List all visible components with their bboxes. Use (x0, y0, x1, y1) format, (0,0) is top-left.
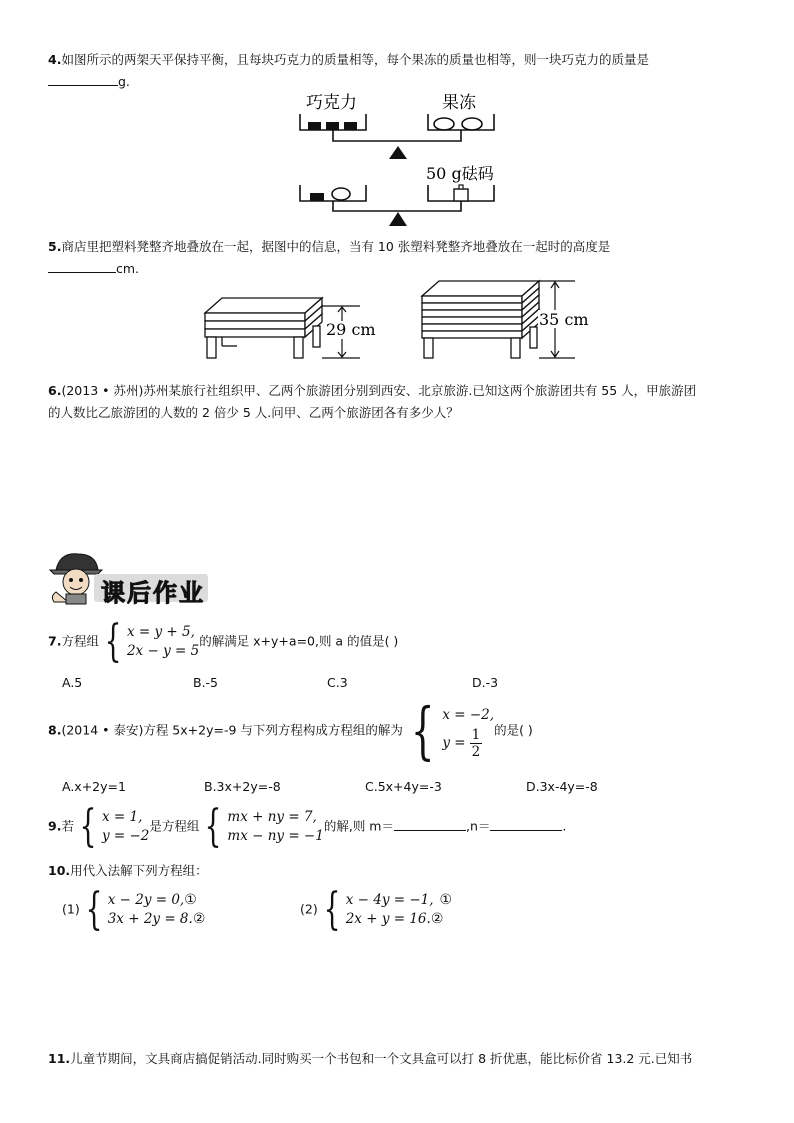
answer-blank (48, 73, 118, 86)
question-number: 8. (48, 722, 62, 738)
circled-one-marker: ① (184, 892, 197, 908)
option-d[interactable]: D.3x-4y=-8 (526, 779, 598, 794)
solution-system: { x = −2, y = $\frac{1}{2}$ (410, 694, 495, 767)
chocolate-block (344, 122, 357, 130)
circled-two-marker: ② (192, 911, 206, 927)
fraction-one-half (470, 727, 482, 760)
balance-scales-figure (296, 90, 506, 230)
question-text: 如图所示的两架天平保持平衡，且每块巧克力的质量相等，每个果冻的质量也相等，则一块巧克力的质量是 (61, 52, 649, 67)
solution-y-lhs: y = (442, 734, 470, 751)
question-mid: 是方程组 (149, 818, 200, 834)
subproblem-2 (300, 884, 453, 935)
equation-2: mx − ny = −1 (227, 828, 324, 844)
question-pre: (2014 • 泰安)方程 5x+2y=-9 与下列方程构成方程组的解为 (61, 722, 403, 738)
chocolate-block (326, 122, 339, 130)
equation-2: 2x − y = 5 (126, 643, 200, 659)
jelly (332, 188, 350, 200)
subproblem-label: (2) (300, 901, 318, 917)
equation-system: { mx + ny = 7, mx − ny = −1 (205, 801, 324, 852)
height-label-1: 29 cm (326, 320, 376, 339)
unit-label: g. (118, 74, 130, 89)
question-post: 的解满足 x+y+a=0,则 a 的值是( ) (199, 633, 399, 649)
question-10 (48, 860, 748, 882)
question-post-3: . (562, 818, 567, 834)
equation-1: x − 4y = −1, (345, 892, 434, 908)
question-pre: 若 (61, 818, 74, 834)
answer-blank (48, 260, 116, 273)
question-post-1: 的解,则 m＝ (323, 818, 394, 834)
equation-1: mx + ny = 7, (227, 809, 317, 825)
question-text: 用代入法解下列方程组： (70, 863, 208, 878)
question-6 (48, 380, 748, 424)
option-a[interactable]: A.x+2y=1 (62, 779, 126, 794)
question-post: 的是( ) (494, 722, 533, 738)
equation-system: { x − 2y = 0,① 3x + 2y = 8.② (85, 884, 206, 935)
question-number: 11. (48, 1051, 71, 1066)
question-4 (48, 49, 748, 93)
answer-blank-m[interactable] (394, 818, 466, 831)
question-11 (48, 1048, 748, 1070)
question-number: 4. (48, 52, 62, 67)
equation-system: { x − 4y = −1, ① 2x + y = 16.② (323, 884, 453, 935)
solution-system: { x = 1, y = −2 (79, 801, 150, 852)
question-text-line1: (2013 • 苏州)苏州某旅行社组织甲、乙两个旅游团分别到西安、北京旅游.已知这两个旅游团共有 55 人，甲旅游团 (61, 383, 697, 398)
question-9 (48, 801, 748, 852)
homework-banner (46, 548, 211, 606)
jelly-label: 果冻 (442, 93, 476, 113)
option-d[interactable]: D.-3 (472, 675, 499, 690)
question-number: 6. (48, 383, 62, 398)
question-pre: 方程组 (61, 633, 99, 649)
question-7 (48, 616, 748, 667)
question-number: 7. (48, 633, 62, 649)
circled-two-marker: ② (430, 911, 444, 927)
stacked-stools-figure (200, 278, 600, 368)
question-text-line2: 的人数比乙旅游团的人数的 2 倍少 5 人.问甲、乙两个旅游团各有多少人？ (48, 405, 459, 420)
option-b[interactable]: B.-5 (193, 675, 219, 690)
option-a[interactable]: A.5 (62, 675, 83, 690)
question-number: 5. (48, 239, 62, 254)
chocolate-block (310, 193, 324, 201)
equation-system: { x = y + 5, 2x − y = 5 (104, 616, 200, 667)
option-b[interactable]: B.3x+2y=-8 (204, 779, 281, 794)
subproblem-1 (62, 884, 206, 935)
fraction-numerator: 1 (471, 726, 481, 743)
equation-2: 3x + 2y = 8. (107, 911, 193, 927)
fraction-denominator: 2 (471, 743, 481, 760)
question-8 (48, 694, 748, 767)
solution-x: x = −2, (442, 706, 495, 723)
equation-2: 2x + y = 16. (345, 911, 431, 927)
subproblem-label: (1) (62, 901, 80, 917)
question-number: 10. (48, 863, 71, 878)
jelly (462, 118, 482, 130)
question-text: 商店里把塑料凳整齐地叠放在一起，据图中的信息，当有 10 张塑料凳整齐地叠放在一起时的高度是 (61, 239, 611, 254)
question-number: 9. (48, 818, 62, 834)
solution-x: x = 1, (101, 809, 143, 825)
question-text: 儿童节期间，文具商店搞促销活动.同时购买一个书包和一个文具盒可以打 8 折优惠，能比标价省 13.2 元.已知书 (70, 1051, 693, 1066)
chocolate-label: 巧克力 (306, 93, 357, 113)
question-5 (48, 236, 748, 280)
unit-label: cm. (116, 261, 140, 276)
solution-y: y = −2 (101, 828, 150, 844)
jelly (434, 118, 454, 130)
option-c[interactable]: C.3 (327, 675, 348, 690)
weight-label: 50 g砝码 (426, 164, 494, 183)
circled-one-marker: ① (439, 892, 453, 908)
equation-1: x − 2y = 0, (107, 892, 185, 908)
question-post-2: ,n＝ (465, 818, 491, 834)
height-label-2: 35 cm (539, 310, 589, 329)
equation-1: x = y + 5, (126, 624, 195, 640)
chocolate-block (308, 122, 321, 130)
option-c[interactable]: C.5x+4y=-3 (365, 779, 442, 794)
answer-blank-n[interactable] (490, 818, 562, 831)
weight-block (454, 189, 468, 201)
banner-title: 课后作业 (101, 579, 205, 607)
